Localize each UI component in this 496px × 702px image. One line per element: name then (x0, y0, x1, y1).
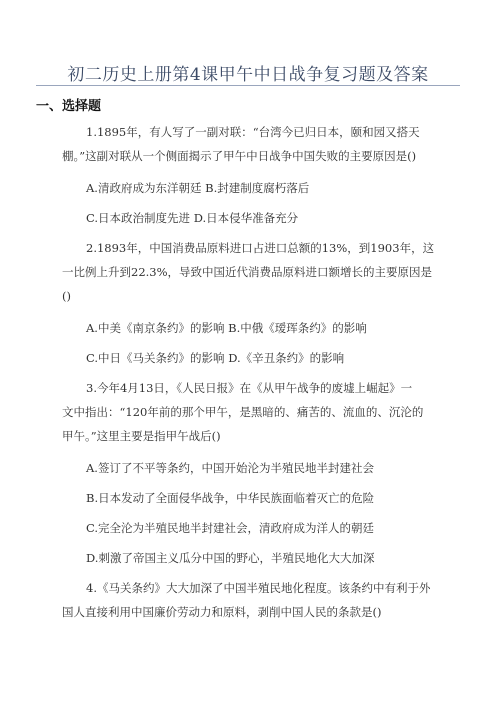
question-3-line-3: 甲午。”这里主要是指甲午战后() (62, 429, 221, 443)
question-1-options-ab: A.清政府成为东洋朝廷 B.封建制度腐朽落后 (86, 181, 310, 195)
question-3-option-b: B.日本发动了全面侵华战争，中华民族面临着灭亡的危险 (86, 491, 375, 505)
question-3-line-1: 3.今年4月13日，《人民日报》在《从甲午战争的废墟上崛起》一 (86, 381, 413, 395)
title-divider (36, 85, 460, 86)
question-1-line-1: 1.1895年，有人写了一副对联：“台湾今已归日本，颐和园又搭天 (86, 125, 420, 139)
question-1-options-cd: C.日本政治制度先进 D.日本侵华准备充分 (86, 211, 299, 225)
question-2-options-ab: A.中美《南京条约》的影响 B.中俄《瑷珲条约》的影响 (86, 321, 367, 335)
question-2-line-1: 2.1893年，中国消费品原料进口占进口总额的13%，到1903年，这 (86, 241, 435, 255)
section-heading: 一、选择题 (36, 99, 102, 114)
page-title: 初二历史上册第4课甲午中日战争复习题及答案 (67, 65, 429, 85)
question-2-line-2: 一比例上升到22.3%，导致中国近代消费品原料进口额增长的主要原因是 (62, 265, 433, 279)
question-4-line-1: 4.《马关条约》大大加深了中国半殖民地化程度。该条约中有利于外 (86, 581, 431, 595)
question-1-line-2: 棚。”这副对联从一个侧面揭示了甲午中日战争中国失败的主要原因是() (62, 149, 417, 163)
question-3-option-c: C.完全沦为半殖民地半封建社会，清政府成为洋人的朝廷 (86, 521, 375, 535)
question-2-line-3: () (62, 289, 71, 303)
question-3-option-a: A.签订了不平等条约，中国开始沦为半殖民地半封建社会 (86, 461, 374, 475)
question-4-line-2: 国人直接利用中国廉价劳动力和原料，剥削中国人民的条款是() (62, 605, 382, 619)
question-3-option-d: D.刺激了帝国主义瓜分中国的野心，半殖民地化大大加深 (86, 551, 375, 565)
question-2-options-cd: C.中日《马关条约》的影响 D.《辛丑条约》的影响 (86, 351, 345, 365)
question-3-line-2: 文中指出：“120年前的那个甲午，是黑暗的、痛苦的、流血的、沉沦的 (62, 405, 424, 419)
